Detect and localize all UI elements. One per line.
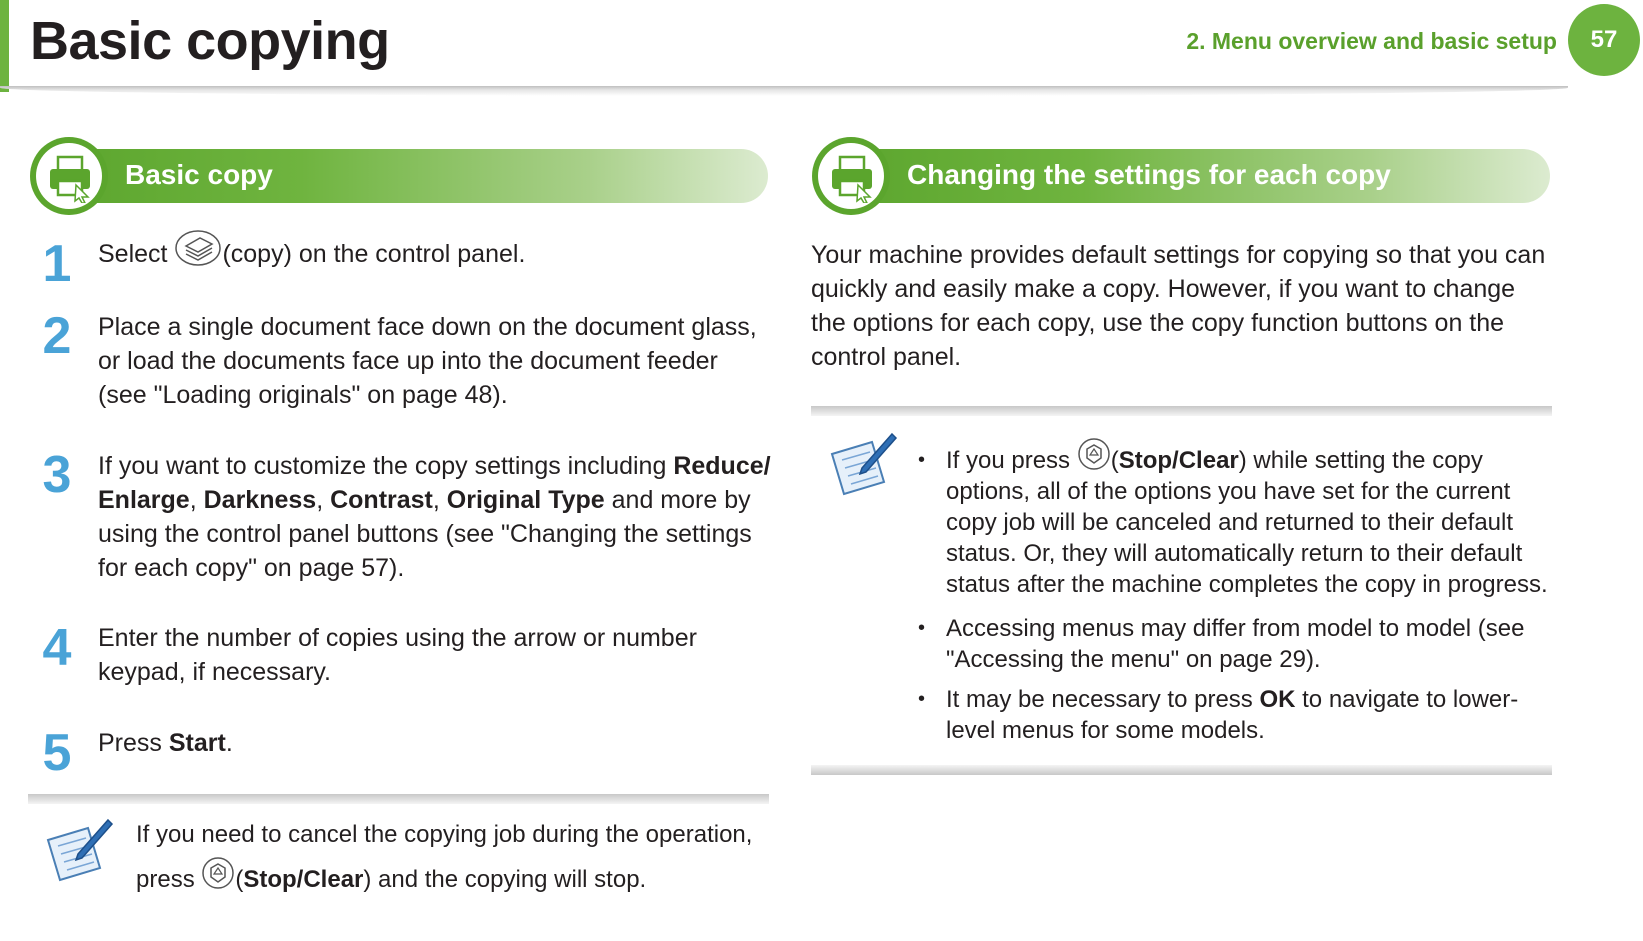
step-5-text: Press Start.	[98, 729, 233, 757]
printer-icon	[826, 151, 878, 203]
intro-paragraph: Your machine provides default settings for copying so that you can quickly and easily make a copy. However, if you want to change the options for each copy, use the copy function buttons on the control panel.	[811, 241, 1546, 371]
section-title-changing-settings: Changing the settings for each copy	[907, 159, 1391, 190]
note-line-1: If you need to cancel the copying job during the operation,	[136, 821, 753, 848]
section-title-basic-copy: Basic copy	[125, 159, 273, 190]
note-top-rule	[811, 406, 1552, 416]
page-number: 57	[1590, 26, 1618, 53]
header-divider	[0, 86, 1568, 96]
step-number-2: 2	[42, 307, 72, 365]
stop-clear-icon	[201, 856, 235, 890]
note-bullet-2: • Accessing menus may differ from model to model (see "Accessing the menu" on page 29).	[918, 615, 1525, 673]
note-bullet-1: • If you press (Stop/Clear) while setting the copy options, all of the options you have set for the current copy job will be canceled and returned to their default status. Or, they will automatically return to their default status after the machine completes the copy in progress.	[918, 445, 1553, 600]
page-number-badge	[1568, 4, 1640, 76]
step-number-3: 3	[42, 446, 72, 504]
step-4-text: Enter the number of copies using the arrow or number keypad, if necessary.	[98, 624, 697, 686]
step-number-1: 1	[42, 235, 72, 293]
section-icon-badge	[812, 137, 890, 215]
step-1-text: Select (copy) on the control panel.	[98, 237, 768, 271]
step-3-text: If you want to customize the copy settings including Reduce/​Enlarge, Darkness, Contrast, Original Type and more by using the control panel buttons (see "Changing the settings for each copy" on page 57).	[98, 452, 771, 582]
stop-clear-icon	[1077, 437, 1111, 471]
step-2-text: Place a single document face down on the document glass, or load the documents face up into the document feeder (see "Loading originals" on page 48).	[98, 313, 757, 409]
step-number-5: 5	[42, 724, 72, 782]
chapter-title: 2. Menu overview and basic setup	[1186, 28, 1557, 54]
note-bullet-3: • It may be necessary to press OK to navigate to lower-level menus for some models.	[918, 686, 1519, 744]
note-bottom-rule	[811, 765, 1552, 775]
bullet-marker: •	[918, 617, 926, 639]
header-accent-bar	[0, 0, 9, 92]
bullet-marker: •	[918, 688, 926, 710]
printer-icon	[44, 151, 96, 203]
copy-icon	[174, 228, 222, 268]
note-pencil-icon	[44, 818, 114, 884]
section-icon-badge	[30, 137, 108, 215]
page-title: Basic copying	[30, 11, 390, 71]
step-number-4: 4	[42, 619, 72, 677]
note-top-rule	[28, 794, 769, 804]
note-line-2: press (Stop/Clear) and the copying will stop.	[136, 864, 766, 895]
bullet-marker: •	[918, 449, 926, 471]
note-pencil-icon	[828, 432, 898, 498]
